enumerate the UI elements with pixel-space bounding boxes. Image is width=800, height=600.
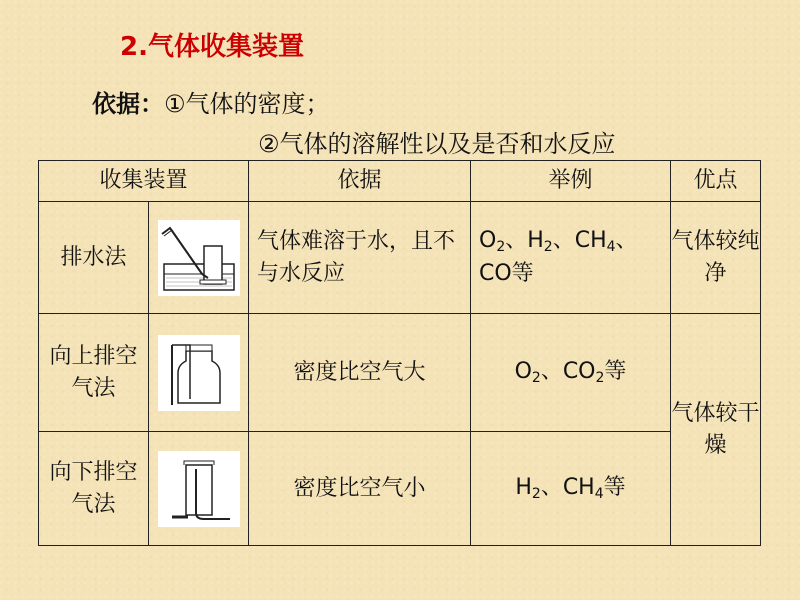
collection-methods-table (38, 160, 761, 546)
basis-upward: 密度比空气大 (249, 314, 471, 432)
table-row-downward (39, 432, 761, 546)
apparatus-cell-downward (149, 432, 249, 546)
header-example: 举例 (471, 161, 671, 202)
downward-air-displacement-bottle-icon (158, 451, 240, 527)
method-upward: 向上排空气法 (39, 314, 149, 432)
advantage-dry: 气体较干燥 (671, 314, 761, 546)
header-basis: 依据 (249, 161, 471, 202)
advantage-water: 气体较纯净 (671, 202, 761, 314)
basis-line-1 (92, 84, 330, 119)
apparatus-cell-water (149, 202, 249, 314)
example-water: $O_2$、$H_2$、$CH_4$、CO等 (471, 202, 671, 314)
apparatus-cell-upward (149, 314, 249, 432)
method-downward: 向下排空气法 (39, 432, 149, 546)
basis-item-2: ②气体的溶解性以及是否和水反应 (258, 130, 616, 158)
basis-item-1: ①气体的密度； (164, 90, 330, 118)
method-water: 排水法 (39, 202, 149, 314)
header-advantage: 优点 (671, 161, 761, 202)
header-apparatus: 收集装置 (39, 161, 249, 202)
basis-downward: 密度比空气小 (249, 432, 471, 546)
example-upward: $O_2$、$CO_2$等 (471, 314, 671, 432)
slide-title: 2.气体收集装置 (120, 32, 304, 62)
basis-water: 气体难溶于水，且不与水反应 (249, 202, 471, 314)
water-displacement-apparatus-icon (158, 220, 240, 296)
table-header-row (39, 161, 761, 202)
table-row-water (39, 202, 761, 314)
basis-label: 依据： (92, 90, 164, 118)
example-downward: $H_2$、$CH_4$等 (471, 432, 671, 546)
table-row-upward (39, 314, 761, 432)
upward-air-displacement-bottle-icon (158, 335, 240, 411)
